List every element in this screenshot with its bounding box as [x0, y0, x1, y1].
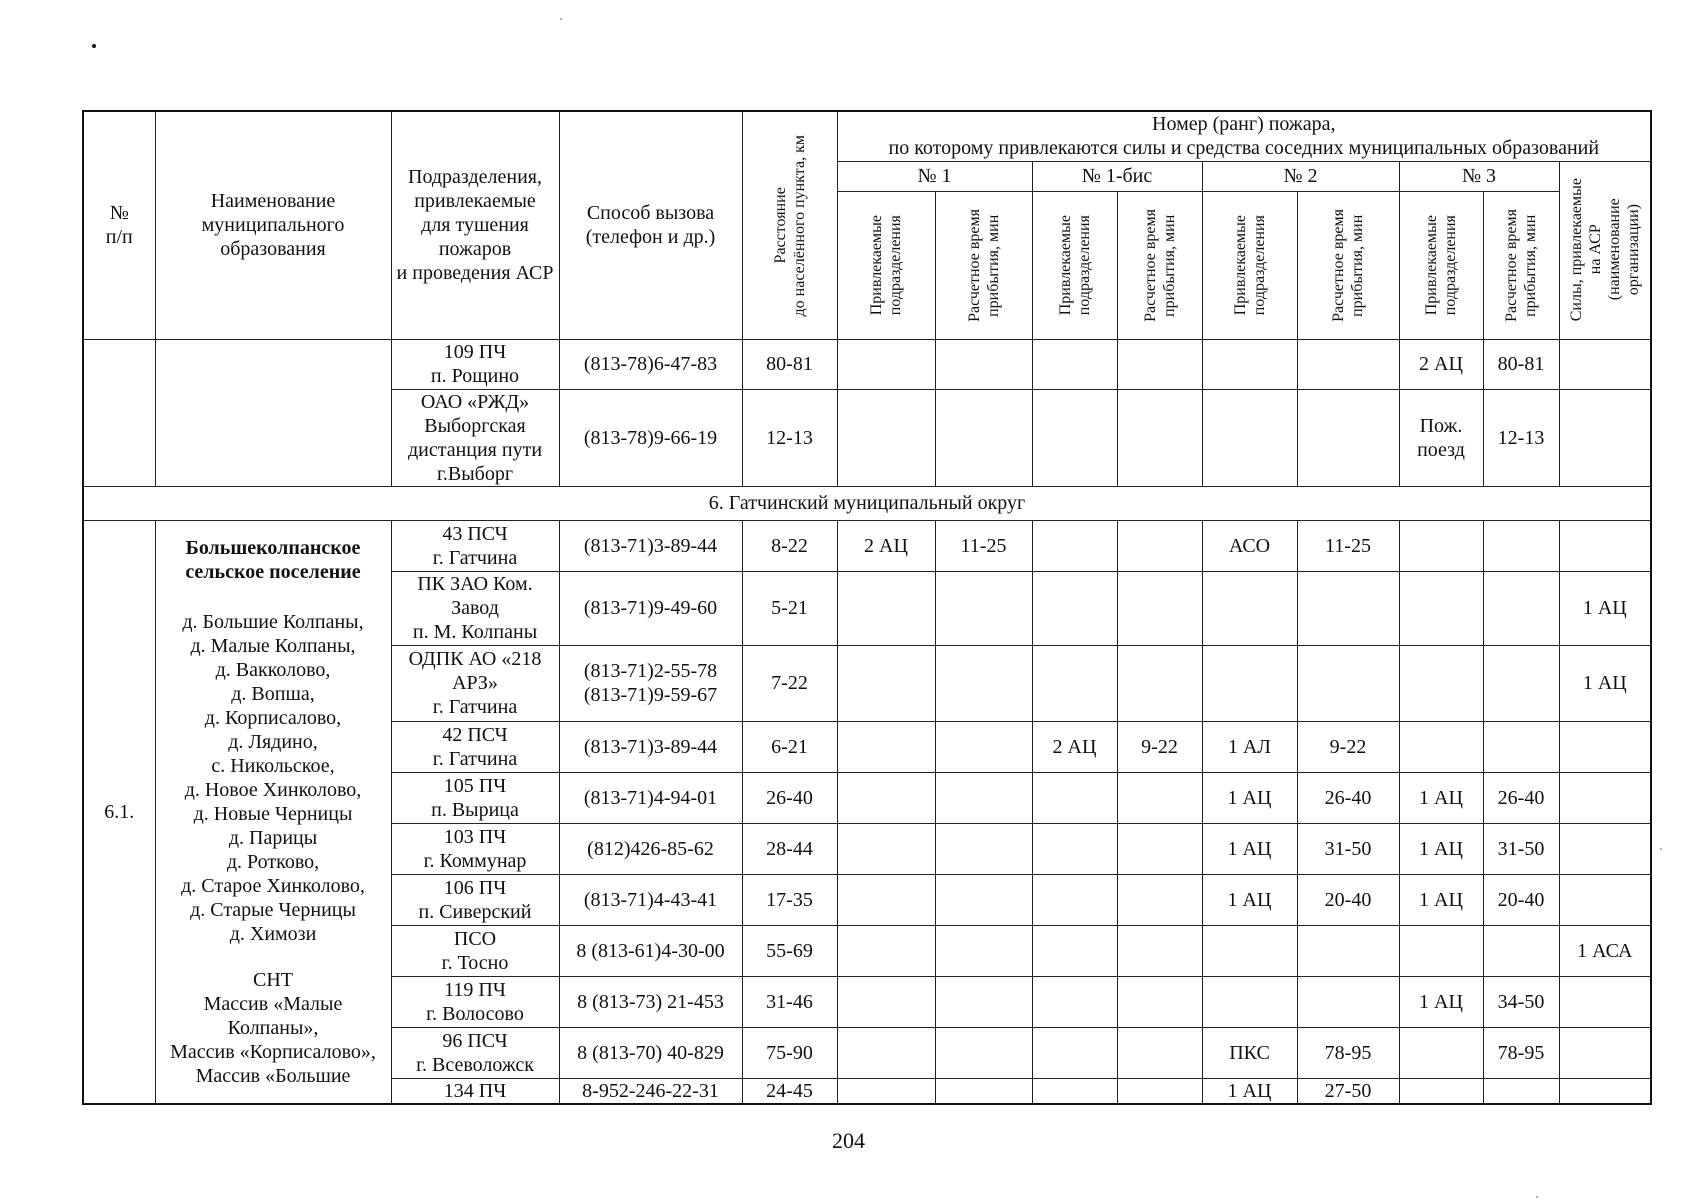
rank3-units-cell	[1399, 571, 1483, 645]
snt-list: СНТ Массив «Малые Колпаны», Массив «Корписалово», Массив «Большие	[170, 968, 376, 1087]
header-rank-3: № 3	[1399, 161, 1559, 191]
rank1-units-cell	[837, 823, 935, 874]
municipality-cell	[155, 520, 391, 1104]
header-rank2-time-text: Расчетное время прибытия, мин	[1330, 208, 1366, 322]
header-units: Подразделения, привлекаемые для тушения пожаров и проведения АСР	[391, 111, 559, 339]
rank1-time-cell	[935, 645, 1032, 721]
rank3-units-cell: 1 АЦ	[1399, 772, 1483, 823]
asr-cell	[1559, 339, 1651, 389]
rank1bis-units-cell	[1032, 645, 1117, 721]
unit-cell: ПК ЗАО Ком. Завод п. М. Колпаны	[391, 571, 559, 645]
rank2-time-cell	[1297, 925, 1399, 976]
rank2-units-cell: ПКС	[1202, 1027, 1297, 1078]
rank3-units-cell: 1 АЦ	[1399, 976, 1483, 1027]
rank1-time-cell	[935, 874, 1032, 925]
header-rank1bis-units	[1032, 191, 1117, 339]
rank1-time-cell	[935, 925, 1032, 976]
rank1bis-time-cell	[1117, 520, 1202, 571]
phone-cell: (813-78)6-47-83	[559, 339, 742, 389]
asr-cell: 1 АСА	[1559, 925, 1651, 976]
distance-cell: 24-45	[742, 1078, 837, 1104]
rank1bis-time-cell	[1117, 571, 1202, 645]
rank2-units-cell	[1202, 571, 1297, 645]
rank3-time-cell	[1483, 645, 1559, 721]
unit-cell: 106 ПЧ п. Сиверский	[391, 874, 559, 925]
asr-cell	[1559, 976, 1651, 1027]
rank1bis-units-cell	[1032, 1027, 1117, 1078]
phone-cell: 8 (813-70) 40-829	[559, 1027, 742, 1078]
header-rank-1: № 1	[837, 161, 1032, 191]
unit-cell: 103 ПЧ г. Коммунар	[391, 823, 559, 874]
rank3-time-cell: 78-95	[1483, 1027, 1559, 1078]
rank2-time-cell	[1297, 645, 1399, 721]
distance-cell: 12-13	[742, 389, 837, 486]
header-rank1-time	[935, 191, 1032, 339]
scan-dot	[92, 44, 96, 48]
rank2-units-cell: 1 АЦ	[1202, 874, 1297, 925]
scan-speck	[1660, 848, 1662, 850]
header-rank1bis-units-text: Привлекаемые подразделения	[1056, 214, 1093, 316]
header-rank2-units-text: Привлекаемые подразделения	[1231, 214, 1268, 316]
rank2-units-cell	[1202, 389, 1297, 486]
rank3-units-cell	[1399, 520, 1483, 571]
page-number: 204	[832, 1128, 865, 1153]
rank1bis-time-cell	[1117, 976, 1202, 1027]
rank1-time-cell	[935, 571, 1032, 645]
rank1-time-cell	[935, 1027, 1032, 1078]
header-distance-text: Расстояние до населённого пункта, км	[771, 134, 808, 316]
rank1-units-cell	[837, 721, 935, 772]
rank1-units-cell	[837, 772, 935, 823]
municipality-name: Большеколпанское сельское поселение	[185, 536, 361, 583]
unit-cell: ПСО г. Тосно	[391, 925, 559, 976]
prev-name-cell	[155, 339, 391, 486]
rank2-time-cell	[1297, 339, 1399, 389]
rank1-time-cell	[935, 389, 1032, 486]
rank1bis-units-cell	[1032, 823, 1117, 874]
header-rank2-time	[1297, 191, 1399, 339]
phone-cell: (812)426-85-62	[559, 823, 742, 874]
scan-speck	[560, 18, 562, 20]
rank3-time-cell	[1483, 1078, 1559, 1104]
table-row	[83, 339, 1651, 389]
rank3-time-cell	[1483, 721, 1559, 772]
rank1-time-cell	[935, 721, 1032, 772]
rank1-units-cell	[837, 389, 935, 486]
distance-cell: 7-22	[742, 645, 837, 721]
rank1-units-cell	[837, 1078, 935, 1104]
rank1bis-units-cell	[1032, 520, 1117, 571]
header-rank2-units	[1202, 191, 1297, 339]
rank3-time-cell: 20-40	[1483, 874, 1559, 925]
section-title: 6. Гатчинский муниципальный округ	[83, 486, 1651, 520]
rank2-time-cell	[1297, 571, 1399, 645]
rank2-units-cell	[1202, 925, 1297, 976]
asr-cell	[1559, 874, 1651, 925]
rank3-units-cell	[1399, 721, 1483, 772]
unit-cell: 105 ПЧ п. Вырица	[391, 772, 559, 823]
rank2-time-cell: 9-22	[1297, 721, 1399, 772]
unit-cell: ОАО «РЖД» Выборгская дистанция пути г.Выборг	[391, 389, 559, 486]
rank2-time-cell: 27-50	[1297, 1078, 1399, 1104]
rank3-units-cell	[1399, 1027, 1483, 1078]
header-asr-text: Силы, привлекаемые на АСР (наименование организации)	[1567, 178, 1642, 322]
rank2-time-cell: 11-25	[1297, 520, 1399, 571]
rank1-time-cell	[935, 976, 1032, 1027]
phone-cell: (813-78)9-66-19	[559, 389, 742, 486]
entry-number: 6.1.	[83, 520, 155, 1104]
header-rank1bis-time	[1117, 191, 1202, 339]
rank1-units-cell	[837, 645, 935, 721]
rank3-units-cell: 1 АЦ	[1399, 823, 1483, 874]
rank1bis-units-cell	[1032, 772, 1117, 823]
rank3-time-cell: 34-50	[1483, 976, 1559, 1027]
header-rank1-units	[837, 191, 935, 339]
distance-cell: 80-81	[742, 339, 837, 389]
header-asr	[1559, 161, 1651, 339]
rank2-time-cell	[1297, 976, 1399, 1027]
rank3-time-cell: 80-81	[1483, 339, 1559, 389]
header-rank3-time-text: Расчетное время прибытия, мин	[1503, 208, 1539, 322]
rank1-time-cell: 11-25	[935, 520, 1032, 571]
distance-cell: 28-44	[742, 823, 837, 874]
rank3-time-cell: 26-40	[1483, 772, 1559, 823]
asr-cell	[1559, 520, 1651, 571]
rank3-time-cell	[1483, 925, 1559, 976]
unit-cell: ОДПК АО «218 АРЗ» г. Гатчина	[391, 645, 559, 721]
rank1bis-time-cell	[1117, 339, 1202, 389]
rank1bis-time-cell	[1117, 1027, 1202, 1078]
rank1-units-cell	[837, 571, 935, 645]
phone-cell: (813-71)2-55-78 (813-71)9-59-67	[559, 645, 742, 721]
rank1-units-cell	[837, 339, 935, 389]
header-rank3-units	[1399, 191, 1483, 339]
distance-cell: 26-40	[742, 772, 837, 823]
phone-cell: (813-71)3-89-44	[559, 520, 742, 571]
phone-cell: (813-71)9-49-60	[559, 571, 742, 645]
phone-cell: (813-71)3-89-44	[559, 721, 742, 772]
distance-cell: 75-90	[742, 1027, 837, 1078]
distance-cell: 8-22	[742, 520, 837, 571]
rank1bis-units-cell	[1032, 389, 1117, 486]
header-rank1bis-time-text: Расчетное время прибытия, мин	[1141, 208, 1178, 322]
rank1-units-cell	[837, 1027, 935, 1078]
rank2-units-cell: 1 АЦ	[1202, 823, 1297, 874]
rank1bis-units-cell	[1032, 339, 1117, 389]
rank1bis-units-cell	[1032, 925, 1117, 976]
asr-cell: 1 АЦ	[1559, 571, 1651, 645]
rank3-units-cell: 2 АЦ	[1399, 339, 1483, 389]
rank2-units-cell	[1202, 339, 1297, 389]
rank1-units-cell	[837, 925, 935, 976]
asr-cell	[1559, 823, 1651, 874]
unit-cell: 42 ПСЧ г. Гатчина	[391, 721, 559, 772]
rank2-units-cell	[1202, 645, 1297, 721]
rank1bis-time-cell	[1117, 925, 1202, 976]
rank1bis-time-cell	[1117, 823, 1202, 874]
rank1-time-cell	[935, 823, 1032, 874]
rank2-units-cell: 1 АЛ	[1202, 721, 1297, 772]
distance-cell: 6-21	[742, 721, 837, 772]
rank1-time-cell	[935, 772, 1032, 823]
rank2-units-cell: 1 АЦ	[1202, 772, 1297, 823]
rank3-units-cell	[1399, 925, 1483, 976]
rank1bis-units-cell	[1032, 976, 1117, 1027]
header-rank-title: Номер (ранг) пожара, по которому привлекаются силы и средства соседних муниципальных образований	[837, 111, 1651, 161]
rank1-units-cell: 2 АЦ	[837, 520, 935, 571]
rank2-time-cell: 31-50	[1297, 823, 1399, 874]
asr-cell	[1559, 772, 1651, 823]
asr-cell	[1559, 389, 1651, 486]
asr-cell: 1 АЦ	[1559, 645, 1651, 721]
villages-list: д. Большие Колпаны, д. Малые Колпаны, д. Вакколово, д. Вопша, д. Корписалово, д. Лядино, с. Никольское, д. Новое Хинколово, д. Новые Черницы д. Парицы д. Ротково, д. Старое Хинколово, д. Старые Черницы д. Химози	[181, 610, 365, 945]
rank2-units-cell	[1202, 976, 1297, 1027]
header-distance	[742, 111, 837, 339]
table-row	[83, 520, 1651, 571]
rank2-time-cell: 26-40	[1297, 772, 1399, 823]
rank2-time-cell	[1297, 389, 1399, 486]
fire-forces-table	[82, 110, 1652, 1105]
asr-cell	[1559, 721, 1651, 772]
header-rank1-units-text: Привлекаемые подразделения	[868, 214, 904, 316]
rank1bis-time-cell	[1117, 772, 1202, 823]
rank2-time-cell: 20-40	[1297, 874, 1399, 925]
unit-cell: 96 ПСЧ г. Всеволожск	[391, 1027, 559, 1078]
unit-cell: 119 ПЧ г. Волосово	[391, 976, 559, 1027]
header-num: № п/п	[83, 111, 155, 339]
rank1bis-time-cell: 9-22	[1117, 721, 1202, 772]
phone-cell: 8 (813-61)4-30-00	[559, 925, 742, 976]
rank1bis-time-cell	[1117, 389, 1202, 486]
rank1bis-units-cell	[1032, 571, 1117, 645]
distance-cell: 55-69	[742, 925, 837, 976]
phone-cell: 8-952-246-22-31	[559, 1078, 742, 1104]
rank3-units-cell: Пож. поезд	[1399, 389, 1483, 486]
rank1bis-time-cell	[1117, 645, 1202, 721]
prev-num-cell	[83, 339, 155, 486]
unit-cell: 134 ПЧ	[391, 1078, 559, 1104]
rank1-units-cell	[837, 874, 935, 925]
rank1bis-time-cell	[1117, 1078, 1202, 1104]
distance-cell: 31-46	[742, 976, 837, 1027]
section-row	[83, 486, 1651, 520]
rank3-units-cell	[1399, 645, 1483, 721]
rank3-units-cell: 1 АЦ	[1399, 874, 1483, 925]
phone-cell: (813-71)4-94-01	[559, 772, 742, 823]
rank1bis-units-cell	[1032, 874, 1117, 925]
rank2-units-cell: 1 АЦ	[1202, 1078, 1297, 1104]
rank3-units-cell	[1399, 1078, 1483, 1104]
rank3-time-cell: 31-50	[1483, 823, 1559, 874]
header-rank-1bis: № 1-бис	[1032, 161, 1202, 191]
unit-cell: 109 ПЧ п. Рощино	[391, 339, 559, 389]
rank2-time-cell: 78-95	[1297, 1027, 1399, 1078]
header-municipality: Наименование муниципального образования	[155, 111, 391, 339]
distance-cell: 5-21	[742, 571, 837, 645]
rank1-time-cell	[935, 339, 1032, 389]
rank3-time-cell	[1483, 520, 1559, 571]
asr-cell	[1559, 1027, 1651, 1078]
header-call-method: Способ вызова (телефон и др.)	[559, 111, 742, 339]
unit-cell: 43 ПСЧ г. Гатчина	[391, 520, 559, 571]
rank2-units-cell: АСО	[1202, 520, 1297, 571]
header-rank1-time-text: Расчетное время прибытия, мин	[965, 208, 1002, 322]
rank1bis-units-cell	[1032, 1078, 1117, 1104]
phone-cell: 8 (813-73) 21-453	[559, 976, 742, 1027]
rank3-time-cell: 12-13	[1483, 389, 1559, 486]
rank1bis-units-cell: 2 АЦ	[1032, 721, 1117, 772]
distance-cell: 17-35	[742, 874, 837, 925]
header-rank-2: № 2	[1202, 161, 1399, 191]
scan-speck	[1536, 1196, 1538, 1198]
rank1-time-cell	[935, 1078, 1032, 1104]
header-rank3-time	[1483, 191, 1559, 339]
header-rank3-units-text: Привлекаемые подразделения	[1423, 214, 1459, 316]
asr-cell	[1559, 1078, 1651, 1104]
phone-cell: (813-71)4-43-41	[559, 874, 742, 925]
rank3-time-cell	[1483, 571, 1559, 645]
rank1-units-cell	[837, 976, 935, 1027]
rank1bis-time-cell	[1117, 874, 1202, 925]
